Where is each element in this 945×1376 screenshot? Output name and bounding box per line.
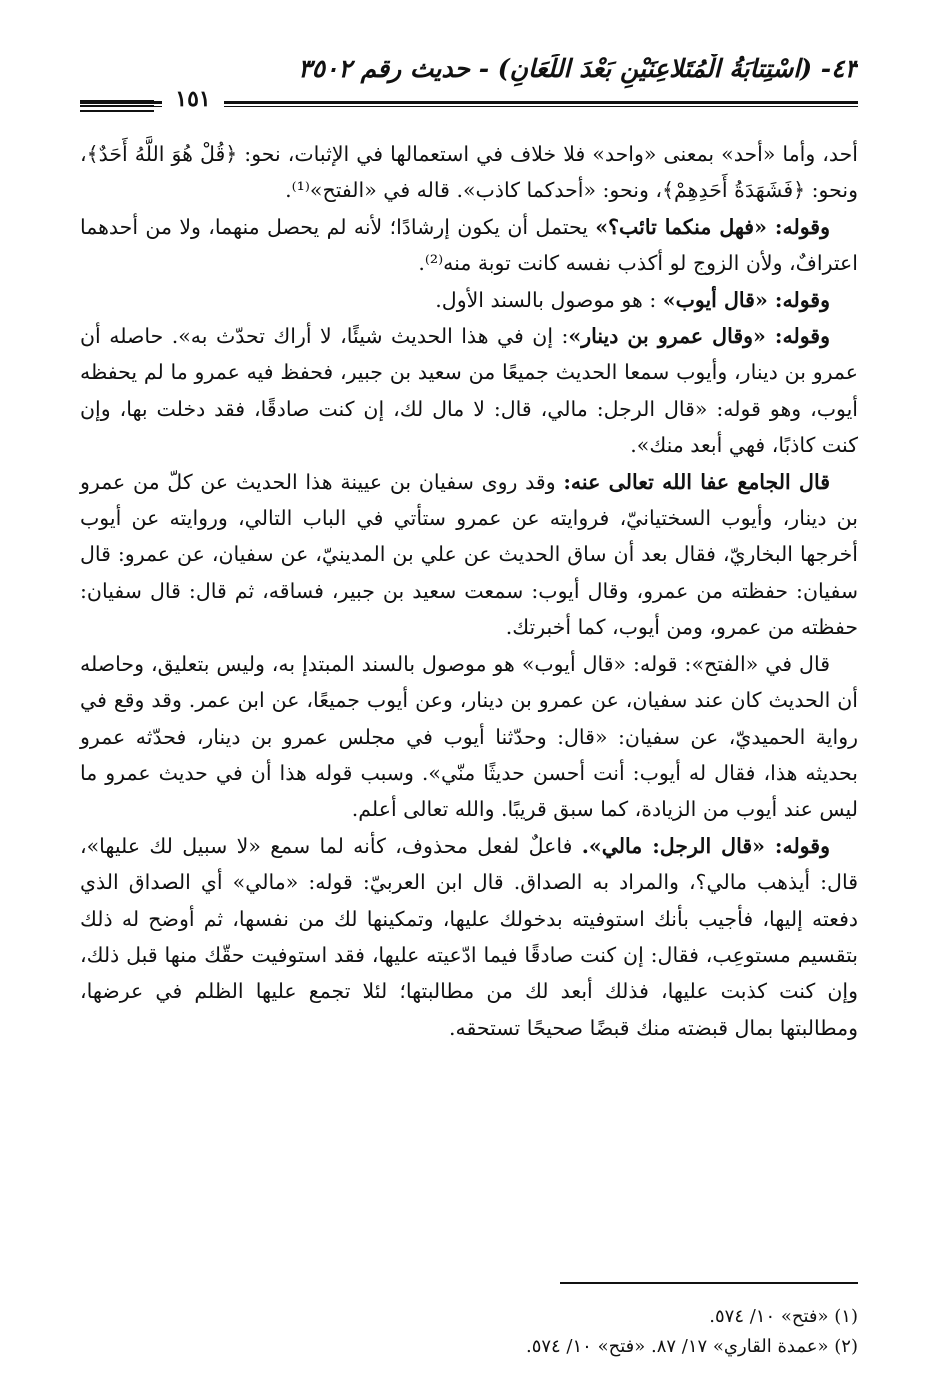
footnotes (80, 1302, 858, 1362)
paragraph-7-text: فاعلٌ لفعل محذوف، كأنه لما سمع «لا سبيل لك عليها»، قال: أيذهب مالي؟، والمراد به الصداق. قال ابن العربيّ: قوله: «مالي» أي الصداق الذي دفعته إليها، فأجيب بأنك استوفيته بدخولك عليها، وتمكينها لك من نفسها، ثم أوضح له ذلك بتقسيم مستوعِب، فقال: إن كنت صادقًا فيما ادّعيته عليها، فقد استوفيت حقّك منها قبل ذلك، وإن كنت كذبت عليها، فذلك أبعد لك من مطالبتها؛ لئلا تجمع عليها الظلم في عرضها، ومطالبتها بمال قبضته منك قبضًا صحيحًا تستحقه. (80, 833, 858, 1040)
paragraph-2 (80, 209, 858, 282)
footnote-1: (١) «فتح» ١٠/ ٥٧٤. (709, 1306, 858, 1327)
footnote-separator (560, 1282, 858, 1284)
document-page (80, 40, 858, 1357)
page-number: ١٥١ (162, 86, 224, 120)
paragraph-7 (80, 828, 858, 1046)
paragraph-7-label: وقوله: «قال الرجل: مالي». (581, 833, 830, 858)
main-text (80, 136, 858, 1046)
paragraph-4-label: وقوله: «وقال عمرو بن دينار» (568, 324, 830, 349)
paragraph-3 (80, 282, 858, 318)
paragraph-5-text: وقد روى سفيان بن عيينة هذا الحديث عن كلّ من عمرو بن دينار، وأيوب السختيانيّ، فروايته عن عمرو ستأتي في الباب التالي، وروايته عن أيوب أخرجها البخاريّ، فقال بعد أن ساق الحديث عن علي بن المدينيّ، عن سفيان، عن عمرو: قال سفيان: حفظته من عمرو، وقال أيوب: سمعت سعيد بن جبير، فساقه، ثم قال: قال سفيان: حفظته من عمرو، ومن أيوب، كما أخبرتك. (80, 469, 858, 640)
paragraph-5 (80, 464, 858, 646)
paragraph-3-label: وقوله: «قال أيوب» (662, 287, 830, 312)
page-number-rule-2 (80, 105, 154, 107)
footnote-2: (٢) «عمدة القاري» ١٧/ ٨٧. «فتح» ١٠/ ٥٧٤. (525, 1336, 858, 1357)
page-number-rule-1 (80, 100, 154, 102)
paragraph-3-text: : هو موصول بالسند الأول. (435, 287, 663, 312)
paragraph-2-text: يحتمل أن يكون إرشادًا؛ لأنه لم يحصل منهما، ولا من أحدهما اعترافٌ، ولأن الزوج لو أكذب نفسه كانت توبة منه⁽²⁾. (80, 214, 858, 276)
paragraph-1: أحد، وأما «أحد» بمعنى «واحد» فلا خلاف في استعمالها في الإثبات، نحو: ﴿قُلْ هُوَ اللَّهُ أَحَدٌ﴾، ونحو: ﴿فَشَهَدَةُ أَحَدِهِمْ﴾، ونحو: «أحدكما كاذب». قاله في «الفتح»⁽¹⁾. (80, 142, 858, 203)
paragraph-2-label: وقوله: «فهل منكما تائب؟» (595, 214, 830, 239)
paragraph-5-label: قال الجامع عفا الله تعالى عنه: (563, 469, 830, 494)
paragraph-6: قال في «الفتح»: قوله: «قال أيوب» هو موصول بالسند المبتدإ به، وليس بتعليق، وحاصله أن الحديث كان عند سفيان، عن عمرو بن دينار، وعن أيوب جميعًا، عن ابن عمر. وقد وقع في رواية الحميديّ، عن سفيان: «قال: وحدّثنا أيوب في مجلس عمرو بن دينار، فحدّثه عمرو بحديثه هذا، فقال له أيوب: أنت أحسن حديثًا منّي». وسبب قوله هذا أن في حديث عمرو ما ليس عند أيوب من الزيادة، كما سبق قريبًا. والله تعالى أعلم. (80, 651, 858, 822)
running-header: ٤٣- (اسْتِتابَةُ الْمُتَلاعِنَيْنِ بَعْدَ اللِّعَانِ) - حديث رقم ٣٥٠٢ (298, 54, 858, 83)
paragraph-4 (80, 318, 858, 464)
paragraph-4-text: : إن في هذا الحديث شيئًا، لا أراك تحدّث به». حاصله أن عمرو بن دينار، وأيوب سمعا الحديث جميعًا من سعيد بن جبير، فحفظ فيه عمرو ما لم يحفظه أيوب، وهو قوله: «قال الرجل: مالي، قال: لا مال لك، إن كنت صادقًا، فقد دخلت بها، وإن كنت كاذبًا، فهي أبعد منك». (80, 324, 858, 458)
page-number-rule-3 (80, 110, 154, 112)
